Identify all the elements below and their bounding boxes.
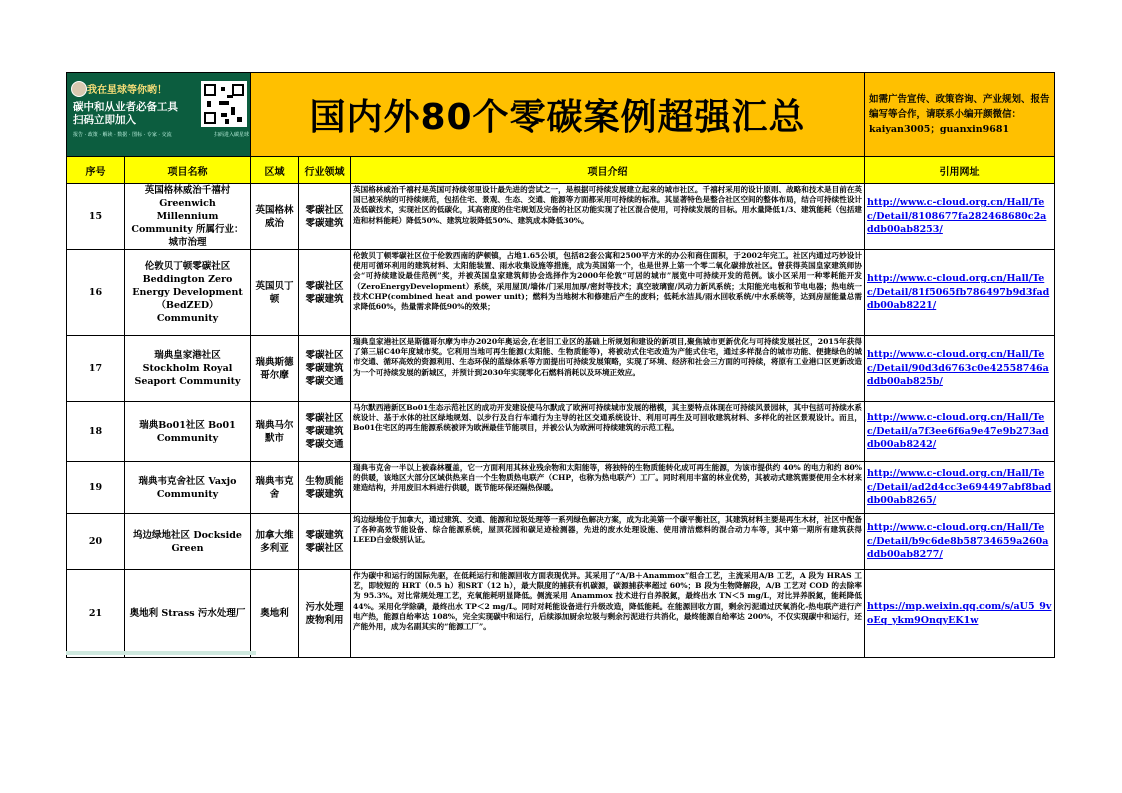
project-region: 英国格林威治 bbox=[251, 184, 299, 250]
project-intro: 伦敦贝丁顿零碳社区位于伦敦西南的萨顿镇，占地1.65公顷，包括82套公寓和2500平方米的办公和商住面积，于2002年完工。社区内通过巧妙设计使用可循环利用的建筑材料、太阳能装置、雨水收集设施等措施，成为英国第一个，也是世界上第一个零二氧化碳排放社区。曾获得英国皇家建筑师协会“可持续建设最佳范例”奖，并被英国皇家建筑师协会选择作为2000年伦敦“可居的城市”展览中可持续开发的范例。该小区采用一种零耗能开发（ZeroEnergyDevelopment）系统，采用屋顶/墙体/门采用加厚/密封等技术；真空玻璃窗/风动力新风系统；太阳能光电板和节电电器；热电统一技术CHP(combined heat and power unit)；燃料为当地树木和修建后产生的废料；低耗水洁具/雨水回收系统/中水系统等，达到房屋能量总需求降低60%，热量需求降低90%的效果； bbox=[351, 250, 865, 336]
reference-link[interactable]: http://www.c-cloud.org.cn/Hall/Tec/Detail/81f5065fb786497b9d3faddb00ab8221/ bbox=[867, 273, 1050, 312]
project-intro: 瑞典韦克舍一半以上被森林覆盖，它一方面利用其林业残余物和太阳能等，将独特的生物质能转化成可再生能源，为该市提供约 40% 的电力和约 80% 的供暖，该地区大部分区域供热来自一个生物质热电联产（CHP，也称为热电联产）工厂。同时利用丰富的林业优势，其被动式建筑需要使用全木材来建造结构，并用废旧木料进行供暖，既节能环保还隔热保暖。 bbox=[351, 462, 865, 514]
table-row bbox=[67, 402, 1055, 462]
case-table bbox=[66, 72, 1055, 658]
project-name: 瑞典韦克舍社区 Vaxjo Community bbox=[125, 462, 251, 514]
project-region: 瑞典马尔默市 bbox=[251, 402, 299, 462]
table-row bbox=[67, 514, 1055, 570]
page-title: 国内外80个零碳案例超强汇总 bbox=[251, 73, 865, 157]
project-field: 零碳社区 零碳建筑 bbox=[299, 250, 351, 336]
row-no: 16 bbox=[67, 250, 125, 336]
row-no: 19 bbox=[67, 462, 125, 514]
project-intro: 坞边绿地位于加拿大，通过建筑、交通、能源和垃圾处理等一系列绿色解决方案，成为北美第一个碳平衡社区，其建筑材料主要是再生木材，社区中配备了各种高效节能设备、综合能源系统，屋顶花园和碳足迹检测器，先进的废水处理设施、使用清洁燃料的混合动力车等，其中第一期所有建筑获得LEED白金级别认证。 bbox=[351, 514, 865, 570]
project-region: 奥地利 bbox=[251, 570, 299, 658]
table-header-row bbox=[67, 157, 1055, 184]
contact-info: 如需广告宣传、政策咨询、产业规划、报告编写等合作，请联系小编开颜微信：kaiyan3005；guanxin9681 bbox=[865, 73, 1055, 157]
project-field: 零碳社区 零碳建筑 零碳交通 bbox=[299, 336, 351, 402]
project-region: 瑞典韦克舍 bbox=[251, 462, 299, 514]
project-field: 生物质能 零碳建筑 bbox=[299, 462, 351, 514]
reference-link[interactable]: http://www.c-cloud.org.cn/Hall/Tec/Detail/b9c6de8b58734659a260addb00ab8277/ bbox=[867, 522, 1049, 561]
header-intro: 项目介绍 bbox=[351, 157, 865, 184]
project-name: 瑞典Bo01社区 Bo01 Community bbox=[125, 402, 251, 462]
header-region: 区域 bbox=[251, 157, 299, 184]
project-field: 零碳社区 零碳建筑 bbox=[299, 184, 351, 250]
header-name: 项目名称 bbox=[125, 157, 251, 184]
table-row bbox=[67, 250, 1055, 336]
header-field: 行业领域 bbox=[299, 157, 351, 184]
project-name: 坞边绿地社区 Dockside Green bbox=[125, 514, 251, 570]
qr-code-icon[interactable] bbox=[201, 81, 247, 127]
project-intro: 马尔默西港新区Bo01生态示范社区的成功开发建设使马尔默成了欧洲可持续城市发展的楷模，其主要特点体现在可持续风景园林，其中包括可持续水系统设计、基于水体的社区绿地规划、以步行及自行车通行为主导的社区交通系统设计、利用可再生及可回收建筑材料、多样化的社区景观设计。而且，Bo01住宅区的再生能源系统被评为欧洲最佳节能项目，并被公认为欧洲可持续建筑的示范工程。 bbox=[351, 402, 865, 462]
row-no: 15 bbox=[67, 184, 125, 250]
row-no: 21 bbox=[67, 570, 125, 658]
header-url: 引用网址 bbox=[865, 157, 1055, 184]
project-field: 零碳建筑 零碳社区 bbox=[299, 514, 351, 570]
reference-link[interactable]: http://www.c-cloud.org.cn/Hall/Tec/Detail/8108677fa282468680c2addb00ab8253/ bbox=[867, 197, 1047, 236]
row-no: 20 bbox=[67, 514, 125, 570]
table-row bbox=[67, 336, 1055, 402]
project-field: 污水处理 废物利用 bbox=[299, 570, 351, 658]
promo-tags: 报告 · 政策 · 解读 · 数据 · 图标 · 专家 · 交流 bbox=[73, 132, 172, 138]
case-table-sheet bbox=[66, 72, 1054, 658]
project-field: 零碳社区 零碳建筑 零碳交通 bbox=[299, 402, 351, 462]
banner-row bbox=[67, 73, 1055, 157]
table-row bbox=[67, 462, 1055, 514]
project-region: 英国贝丁顿 bbox=[251, 250, 299, 336]
project-region: 瑞典斯德哥尔摩 bbox=[251, 336, 299, 402]
promo-banner[interactable] bbox=[67, 73, 251, 157]
reference-link[interactable]: http://www.c-cloud.org.cn/Hall/Tec/Detail/a7f3ee6f6a9e47e9b273addb00ab8242/ bbox=[867, 412, 1049, 451]
promo-line2: 扫码立即加入 bbox=[73, 114, 136, 126]
footer-decoration bbox=[66, 651, 256, 655]
project-region: 加拿大维多利亚 bbox=[251, 514, 299, 570]
table-row bbox=[67, 570, 1055, 658]
project-intro: 作为碳中和运行的国际先驱，在低耗运行和能源回收方面表现优异。其采用了“A/B＋Anammox”组合工艺，主流采用A/B 工艺，A 段为 HRAS 工艺，即较短的 HRT（0.5 h）和SRT（12 h），最大限度的捕获有机碳源，碳源捕获率超过 60%；B 段为生物降解段，A/B 工艺对 COD 的去除率为 95.3%。对比常规处理工艺，充氧能耗明显降低。侧流采用 Anammox 技术进行自养脱氮，最终出水 TN＜5 mg/L，对比异养脱氮，能耗降低 44%。采用化学除磷，最终出水 TP＜2 mg/L。同时对耗能设备进行升级改造，降低能耗。在能源回收方面，剩余污泥通过厌氧消化-热电联产进行产电产热，能源自给率达 108%，完全实现碳中和运行，后续添加厨余垃圾与剩余污泥进行共消化，最终能源自给率达 200%，不仅实现碳中和运行，还产能外用，成为名副其实的“能源工厂”。 bbox=[351, 570, 865, 658]
reference-link[interactable]: http://www.c-cloud.org.cn/Hall/Tec/Detail/90d3d6763c0e42558746addb00ab825b/ bbox=[867, 349, 1049, 388]
promo-line1: 碳中和从业者必备工具 bbox=[73, 101, 178, 113]
qr-caption: 扫码进入碳星球 bbox=[213, 132, 249, 138]
project-intro: 瑞典皇家港社区是斯德哥尔摩为申办2020年奥运会,在老旧工业区的基础上所规划和建设的新项目,聚焦城市更新优化与可持续发展社区，2015年获得了第三届C40年度城市奖。它利用当地可再生能源(太阳能、生物质能等)，将被动式住宅改造为产能式住宅，通过多样混合的城市功能、便捷绿色的城市交通、循环高效的资源利用、生态环保的蓝绿体系等方面提出可持续发展策略，实现了环境、经济和社会三方面的可持续，将原有工业港口区更新改造为一个可持续发展的新城区，并预计到2030年实现零化石燃料消耗以及环境正效应。 bbox=[351, 336, 865, 402]
reference-link[interactable]: http://www.c-cloud.org.cn/Hall/Tec/Detail/ad2d4cc3e694497abf8baddb00ab8265/ bbox=[867, 468, 1052, 507]
header-no: 序号 bbox=[67, 157, 125, 184]
reference-link[interactable]: https://mp.weixin.qq.com/s/aU5_9voEq_ykm9OnqyEK1w bbox=[867, 601, 1052, 626]
project-name: 奥地利 Strass 污水处理厂 bbox=[125, 570, 251, 658]
project-intro: 英国格林威治千禧村是英国可持续邻里设计最先进的尝试之一，是根据可持续发展建立起来的城市社区。千禧村采用的设计原则、战略和技术是目前在英国已被采纳的可持续规范，包括住宅、景观、生态、交通、能源等方面都采用可持续的标准。其显著特色是整合社区空间的整体布局，结合可持续性设计及低碳技术，实现社区的低碳化，其高密度的住宅规划及完备的社区功能实现了社区混合使用，可持续发展的目标。用水量降低1/3、建筑能耗（包括建造和材料能耗）降低50%、建筑垃圾降低50%、建筑成本降低30%。 bbox=[351, 184, 865, 250]
promo-greeting: 我在星球等你哟！ bbox=[87, 85, 167, 96]
row-no: 18 bbox=[67, 402, 125, 462]
row-no: 17 bbox=[67, 336, 125, 402]
avatar bbox=[71, 81, 87, 97]
table-row bbox=[67, 184, 1055, 250]
project-name: 瑞典皇家港社区 Stockholm Royal Seaport Community bbox=[125, 336, 251, 402]
project-name: 伦敦贝丁顿零碳社区 Beddington Zero Energy Development （BedZED） Community bbox=[125, 250, 251, 336]
project-name: 英国格林威治千禧村 Greenwich Millennium Community 所属行业：城市治理 bbox=[125, 184, 251, 250]
